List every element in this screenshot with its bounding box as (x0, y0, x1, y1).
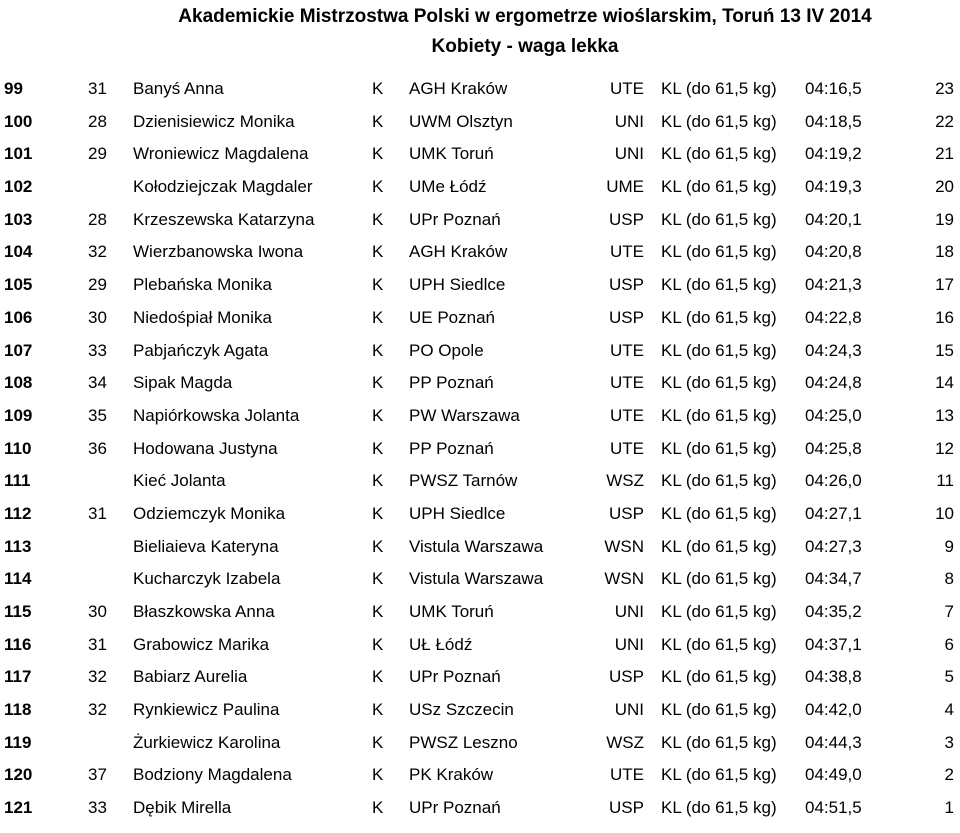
code-cell: UNI (614, 634, 644, 654)
category-cell: KL (do 61,5 kg) (661, 732, 777, 752)
table-row (0, 693, 960, 726)
table-row (0, 791, 960, 824)
place-cell: 109 (4, 405, 33, 425)
place-cell: 99 (4, 79, 23, 98)
category-cell: KL (do 61,5 kg) (661, 373, 777, 393)
sex-cell: K (372, 144, 384, 164)
time-cell: 04:16,5 (805, 79, 862, 98)
points-cell: 7 (944, 602, 954, 621)
code-cell: UTE (610, 765, 644, 785)
code-cell: USP (609, 209, 644, 229)
document-title: Akademickie Mistrzostwa Polski w ergometrze wioślarskim, Toruń 13 IV 2014 (178, 6, 872, 27)
category-cell: KL (do 61,5 kg) (661, 700, 777, 720)
time-cell: 04:34,7 (805, 569, 862, 589)
place-cell: 115 (4, 602, 32, 621)
sex-cell: K (372, 569, 384, 589)
category-cell: KL (do 61,5 kg) (661, 438, 777, 458)
category-cell: KL (do 61,5 kg) (661, 798, 777, 818)
sex-cell: K (372, 438, 384, 458)
points-cell: 17 (935, 275, 954, 295)
code-cell: WSN (604, 569, 644, 589)
code-cell: UNI (614, 602, 644, 621)
sex-cell: K (372, 373, 384, 393)
place-cell: 104 (4, 242, 33, 262)
time-cell: 04:27,1 (805, 503, 862, 523)
table-row (0, 268, 960, 301)
category-cell: KL (do 61,5 kg) (661, 405, 777, 425)
name-cell: Bodziony Magdalena (133, 765, 292, 785)
name-cell: Babiarz Aurelia (133, 667, 248, 687)
table-row (0, 758, 960, 791)
table-row (0, 235, 960, 268)
place-cell: 110 (4, 438, 32, 458)
number-cell: 30 (88, 307, 107, 327)
place-cell: 116 (4, 634, 32, 654)
category-cell: KL (do 61,5 kg) (661, 79, 777, 98)
name-cell: Odziemczyk Monika (133, 503, 286, 523)
place-cell: 101 (4, 144, 33, 164)
name-cell: Hodowana Justyna (133, 438, 278, 458)
time-cell: 04:18,5 (805, 111, 862, 131)
code-cell: USP (609, 667, 644, 687)
points-cell: 16 (935, 307, 954, 327)
club-cell: UE Poznań (409, 307, 495, 327)
name-cell: Sipak Magda (133, 373, 233, 393)
sex-cell: K (372, 732, 384, 752)
time-cell: 04:38,8 (805, 667, 862, 687)
place-cell: 114 (4, 569, 32, 589)
category-cell: KL (do 61,5 kg) (661, 602, 777, 621)
points-cell: 14 (935, 373, 954, 393)
number-cell: 31 (88, 634, 107, 654)
points-cell: 13 (935, 405, 954, 425)
name-cell: Niedośpiał Monika (133, 307, 272, 327)
club-cell: UPH Siedlce (409, 275, 506, 295)
points-cell: 19 (935, 209, 954, 229)
name-cell: Kucharczyk Izabela (133, 569, 281, 589)
club-cell: UWM Olsztyn (409, 111, 513, 131)
table-row (0, 399, 960, 432)
sex-cell: K (372, 405, 384, 425)
time-cell: 04:25,8 (805, 438, 862, 458)
number-cell: 36 (88, 438, 107, 458)
points-cell: 12 (935, 438, 954, 458)
place-cell: 108 (4, 373, 33, 393)
code-cell: UTE (610, 405, 644, 425)
club-cell: PK Kraków (409, 765, 494, 785)
time-cell: 04:19,3 (805, 177, 862, 197)
code-cell: UNI (614, 700, 644, 720)
name-cell: Grabowicz Marika (133, 634, 270, 654)
points-cell: 20 (935, 177, 954, 197)
table-row (0, 726, 960, 759)
number-cell: 37 (88, 765, 107, 785)
number-cell: 29 (88, 275, 107, 295)
number-cell: 33 (88, 798, 107, 818)
place-cell: 112 (4, 503, 32, 523)
club-cell: AGH Kraków (409, 79, 508, 98)
name-cell: Wroniewicz Magdalena (133, 144, 309, 164)
sex-cell: K (372, 536, 384, 556)
points-cell: 6 (944, 634, 954, 654)
number-cell: 32 (88, 242, 107, 262)
code-cell: UME (606, 177, 644, 197)
time-cell: 04:25,0 (805, 405, 862, 425)
number-cell: 31 (88, 79, 107, 98)
code-cell: WSZ (606, 471, 644, 491)
points-cell: 11 (936, 471, 954, 491)
code-cell: UTE (610, 340, 644, 360)
sex-cell: K (372, 177, 384, 197)
name-cell: Bieliaieva Kateryna (133, 536, 279, 556)
club-cell: PW Warszawa (409, 405, 520, 425)
category-cell: KL (do 61,5 kg) (661, 340, 777, 360)
club-cell: UMe Łódź (409, 177, 487, 197)
table-row (0, 301, 960, 334)
category-cell: KL (do 61,5 kg) (661, 144, 777, 164)
points-cell: 21 (935, 144, 954, 164)
points-cell: 10 (935, 503, 954, 523)
time-cell: 04:27,3 (805, 536, 862, 556)
place-cell: 107 (4, 340, 33, 360)
name-cell: Banyś Anna (133, 79, 224, 98)
club-cell: UMK Toruń (409, 602, 494, 621)
time-cell: 04:51,5 (805, 798, 862, 818)
table-row (0, 170, 960, 203)
sex-cell: K (372, 340, 384, 360)
place-cell: 120 (4, 765, 33, 785)
table-row (0, 464, 960, 497)
table-row (0, 203, 960, 236)
category-cell: KL (do 61,5 kg) (661, 471, 777, 491)
number-cell: 30 (88, 602, 107, 621)
number-cell: 32 (88, 700, 107, 720)
category-cell: KL (do 61,5 kg) (661, 242, 777, 262)
time-cell: 04:35,2 (805, 602, 862, 621)
code-cell: UTE (610, 242, 644, 262)
category-cell: KL (do 61,5 kg) (661, 307, 777, 327)
number-cell: 28 (88, 111, 107, 131)
points-cell: 23 (935, 79, 954, 98)
table-row (0, 366, 960, 399)
place-cell: 113 (4, 536, 32, 556)
sex-cell: K (372, 209, 384, 229)
sex-cell: K (372, 307, 384, 327)
points-cell: 18 (935, 242, 954, 262)
time-cell: 04:37,1 (805, 634, 862, 654)
code-cell: UNI (614, 111, 644, 131)
number-cell: 35 (88, 405, 107, 425)
sex-cell: K (372, 798, 384, 818)
name-cell: Krzeszewska Katarzyna (133, 209, 315, 229)
number-cell: 28 (88, 209, 107, 229)
table-row (0, 497, 960, 530)
sex-cell: K (372, 79, 384, 98)
code-cell: UNI (614, 144, 644, 164)
category-cell: KL (do 61,5 kg) (661, 275, 777, 295)
table-row (0, 628, 960, 661)
club-cell: UPr Poznań (409, 798, 501, 818)
code-cell: UTE (610, 79, 644, 98)
time-cell: 04:22,8 (805, 307, 862, 327)
time-cell: 04:21,3 (805, 275, 862, 295)
place-cell: 103 (4, 209, 33, 229)
time-cell: 04:24,3 (805, 340, 862, 360)
points-cell: 8 (944, 569, 954, 589)
points-cell: 5 (944, 667, 954, 687)
sex-cell: K (372, 242, 384, 262)
code-cell: UTE (610, 438, 644, 458)
points-cell: 4 (944, 700, 954, 720)
club-cell: UPr Poznań (409, 209, 501, 229)
number-cell: 31 (88, 503, 107, 523)
sex-cell: K (372, 765, 384, 785)
club-cell: PWSZ Leszno (409, 732, 518, 752)
category-cell: KL (do 61,5 kg) (661, 569, 777, 589)
table-row (0, 432, 960, 465)
sex-cell: K (372, 471, 384, 491)
sex-cell: K (372, 111, 384, 131)
table-row (0, 105, 960, 138)
category-cell: KL (do 61,5 kg) (661, 503, 777, 523)
code-cell: USP (609, 798, 644, 818)
sex-cell: K (372, 634, 384, 654)
time-cell: 04:42,0 (805, 700, 862, 720)
code-cell: WSZ (606, 732, 644, 752)
category-cell: KL (do 61,5 kg) (661, 536, 777, 556)
club-cell: UMK Toruń (409, 144, 494, 164)
name-cell: Pabjańczyk Agata (133, 340, 269, 360)
results-table (0, 72, 960, 824)
sex-cell: K (372, 700, 384, 720)
code-cell: USP (609, 275, 644, 295)
club-cell: USz Szczecin (409, 700, 514, 720)
number-cell: 33 (88, 340, 107, 360)
sex-cell: K (372, 275, 384, 295)
table-row (0, 72, 960, 105)
time-cell: 04:20,1 (805, 209, 862, 229)
points-cell: 1 (944, 798, 954, 818)
time-cell: 04:24,8 (805, 373, 862, 393)
club-cell: UŁ Łódź (409, 634, 473, 654)
club-cell: PP Poznań (409, 438, 494, 458)
table-row (0, 530, 960, 563)
place-cell: 100 (4, 111, 33, 131)
sex-cell: K (372, 503, 384, 523)
place-cell: 117 (4, 667, 32, 687)
points-cell: 9 (944, 536, 954, 556)
points-cell: 22 (935, 111, 954, 131)
name-cell: Plebańska Monika (133, 275, 272, 295)
number-cell: 34 (88, 373, 107, 393)
club-cell: PWSZ Tarnów (409, 471, 518, 491)
name-cell: Kieć Jolanta (133, 471, 226, 491)
place-cell: 121 (4, 798, 33, 818)
category-cell: KL (do 61,5 kg) (661, 667, 777, 687)
code-cell: UTE (610, 373, 644, 393)
name-cell: Rynkiewicz Paulina (133, 700, 280, 720)
place-cell: 118 (4, 700, 32, 720)
name-cell: Wierzbanowska Iwona (133, 242, 304, 262)
table-row (0, 660, 960, 693)
category-cell: KL (do 61,5 kg) (661, 209, 777, 229)
club-cell: UPH Siedlce (409, 503, 506, 523)
points-cell: 15 (935, 340, 954, 360)
code-cell: WSN (604, 536, 644, 556)
table-row (0, 334, 960, 367)
code-cell: USP (609, 503, 644, 523)
number-cell: 29 (88, 144, 107, 164)
name-cell: Dębik Mirella (133, 798, 232, 818)
table-row (0, 137, 960, 170)
sex-cell: K (372, 667, 384, 687)
time-cell: 04:26,0 (805, 471, 862, 491)
time-cell: 04:19,2 (805, 144, 862, 164)
time-cell: 04:20,8 (805, 242, 862, 262)
document-subtitle: Kobiety - waga lekka (431, 36, 619, 57)
table-row (0, 595, 960, 628)
name-cell: Żurkiewicz Karolina (133, 732, 281, 752)
points-cell: 2 (944, 765, 954, 785)
category-cell: KL (do 61,5 kg) (661, 634, 777, 654)
name-cell: Napiórkowska Jolanta (133, 405, 300, 425)
place-cell: 102 (4, 177, 33, 197)
club-cell: Vistula Warszawa (409, 536, 544, 556)
category-cell: KL (do 61,5 kg) (661, 111, 777, 131)
place-cell: 119 (4, 732, 32, 752)
club-cell: UPr Poznań (409, 667, 501, 687)
category-cell: KL (do 61,5 kg) (661, 177, 777, 197)
points-cell: 3 (944, 732, 954, 752)
place-cell: 105 (4, 275, 33, 295)
table-row (0, 562, 960, 595)
category-cell: KL (do 61,5 kg) (661, 765, 777, 785)
place-cell: 111 (4, 471, 31, 491)
place-cell: 106 (4, 307, 33, 327)
club-cell: PO Opole (409, 340, 484, 360)
number-cell: 32 (88, 667, 107, 687)
name-cell: Dzienisiewicz Monika (133, 111, 295, 131)
club-cell: PP Poznań (409, 373, 494, 393)
time-cell: 04:44,3 (805, 732, 862, 752)
club-cell: AGH Kraków (409, 242, 508, 262)
sex-cell: K (372, 602, 384, 621)
name-cell: Kołodziejczak Magdaler (133, 177, 313, 197)
document-header (0, 0, 960, 70)
code-cell: USP (609, 307, 644, 327)
club-cell: Vistula Warszawa (409, 569, 544, 589)
name-cell: Błaszkowska Anna (133, 602, 275, 621)
time-cell: 04:49,0 (805, 765, 862, 785)
